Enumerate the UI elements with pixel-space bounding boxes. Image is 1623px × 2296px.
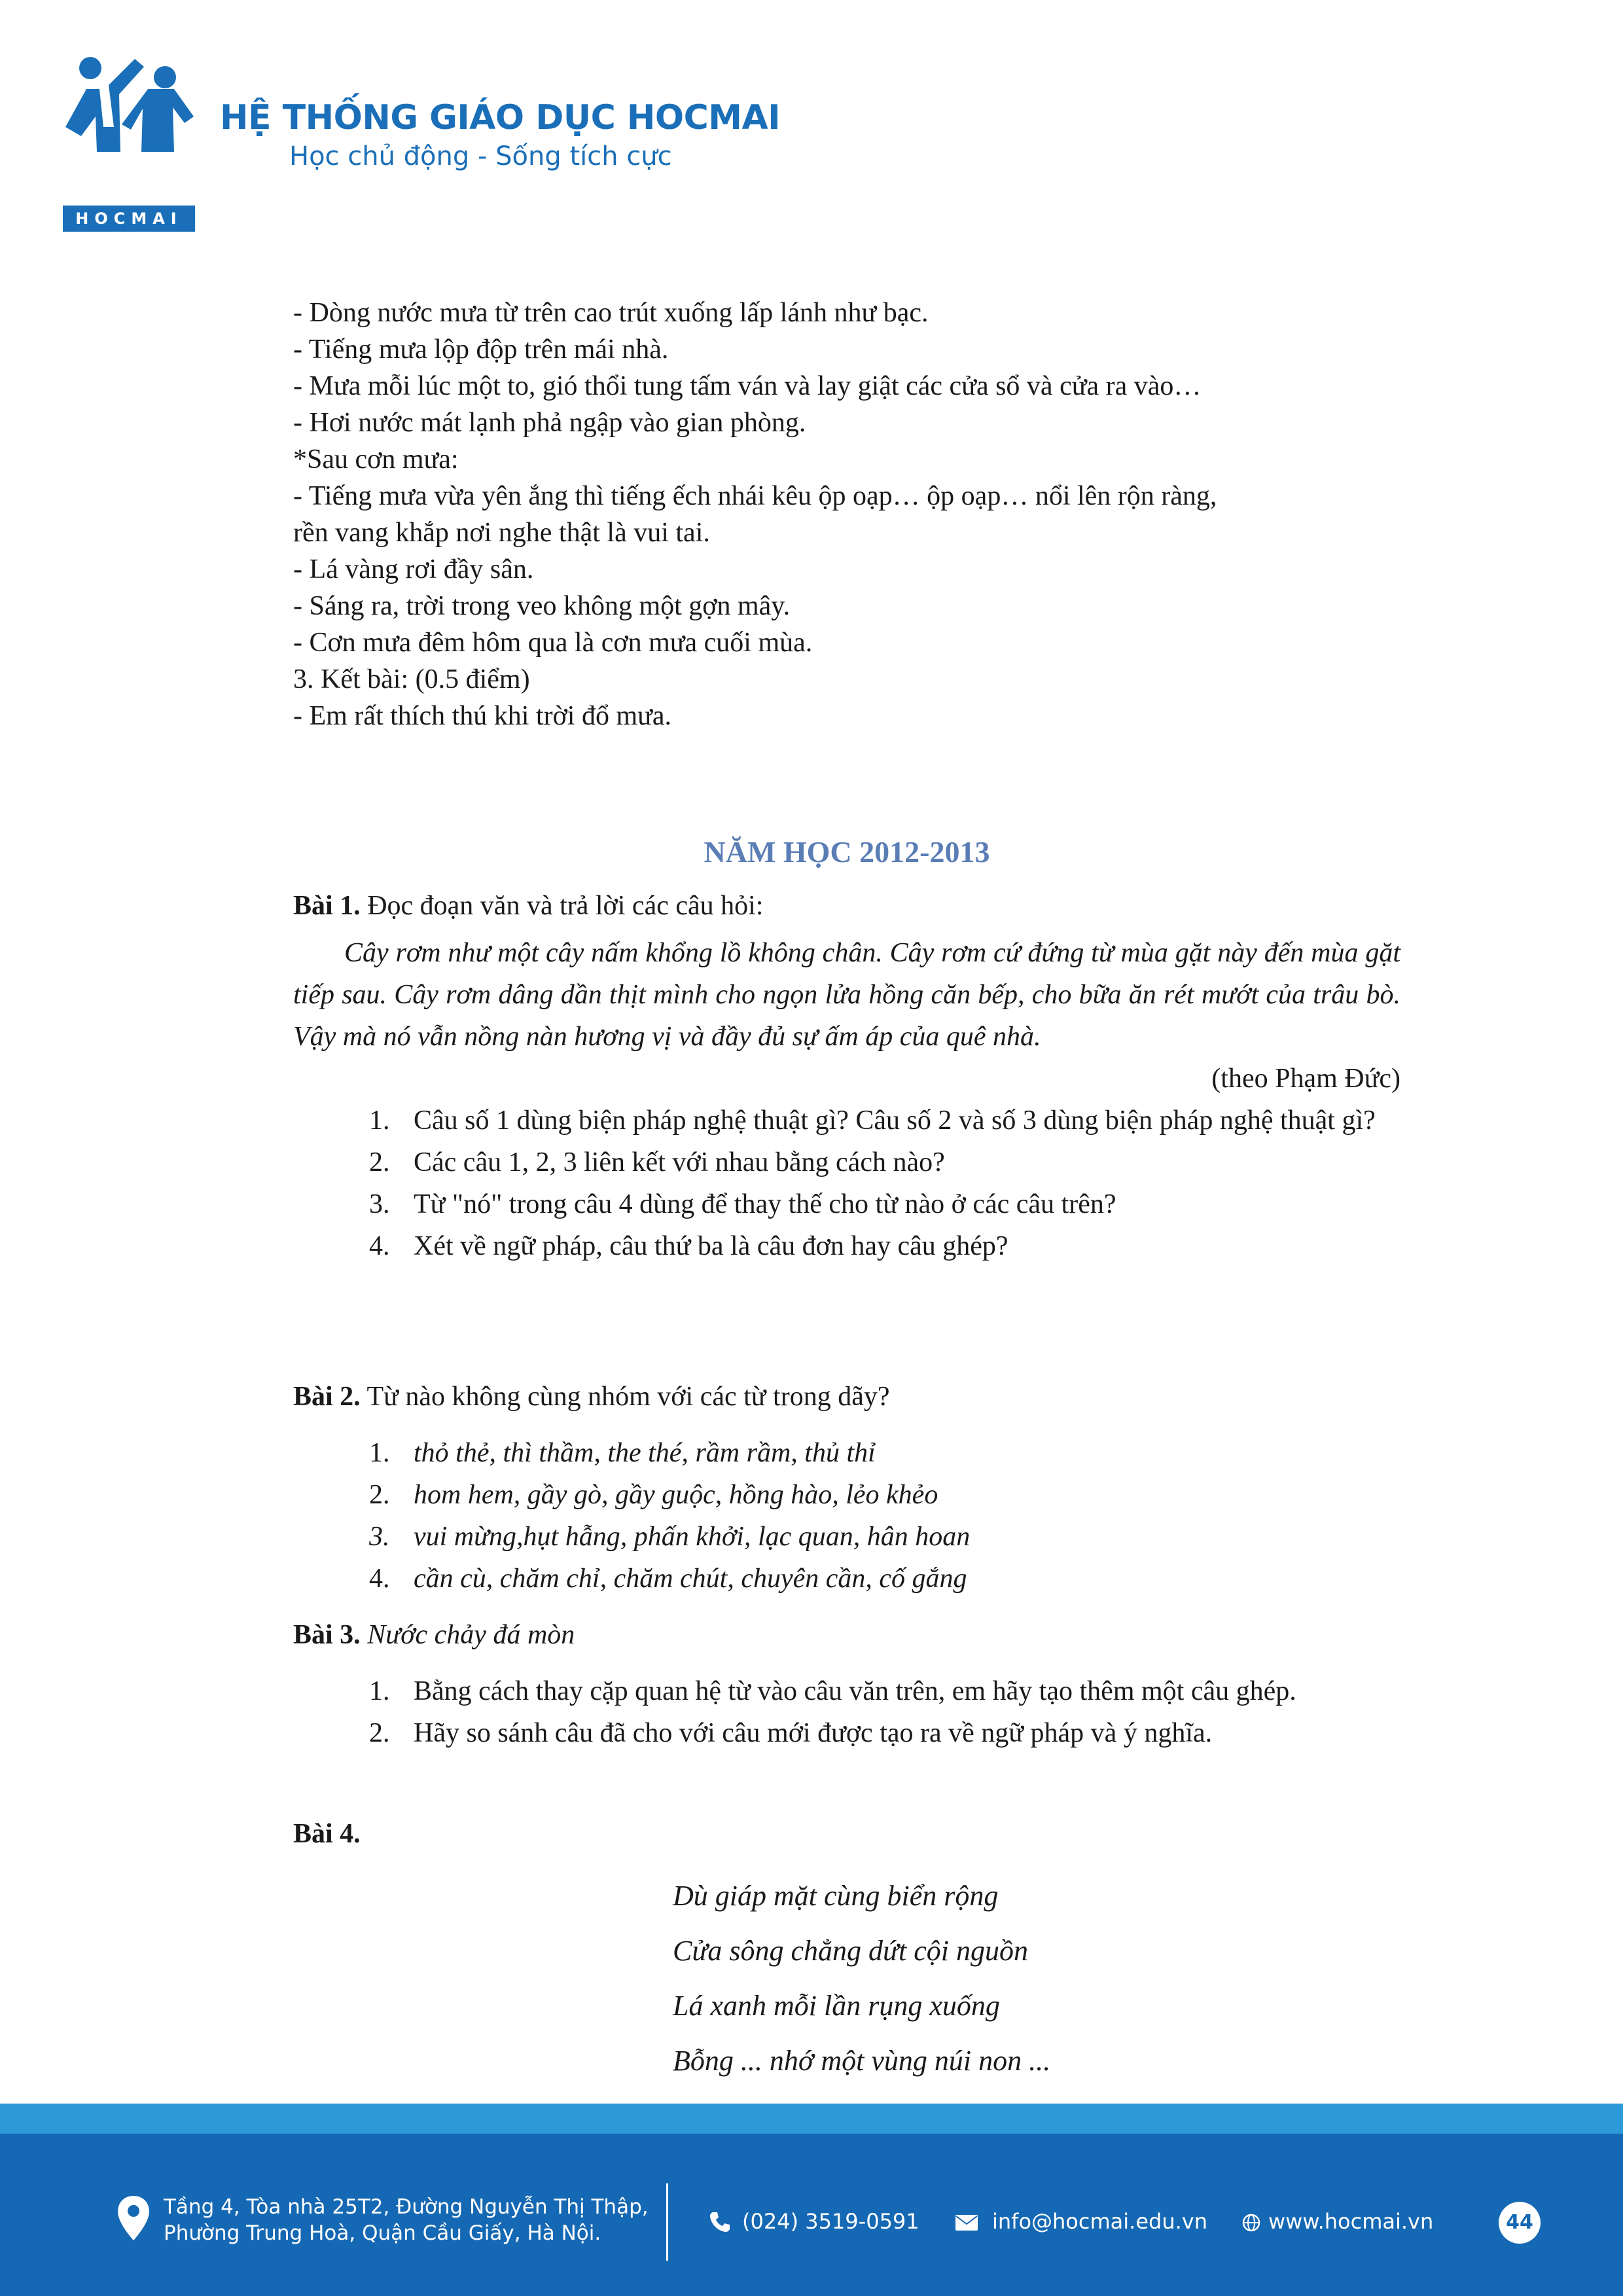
exercise-1-heading xyxy=(293,885,1400,927)
list-item: 1. Bằng cách thay cặp quan hệ từ vào câu văn trên, em hãy tạo thêm một câu ghép. xyxy=(369,1676,1296,1706)
poem xyxy=(673,1869,1050,2089)
footer-address: Tầng 4, Tòa nhà 25T2, Đường Nguyễn Thị Thập, Phường Trung Hoà, Quận Cầu Giấy, Hà Nội. xyxy=(164,2195,649,2245)
poem-line: Bỗng ... nhớ một vùng núi non ... xyxy=(673,2045,1051,2077)
list-item: 4. cần cù, chăm chỉ, chăm chút, chuyên cần, cố gắng xyxy=(369,1564,967,1594)
year-heading: NĂM HỌC 2012-2013 xyxy=(704,835,990,869)
text-line: - Em rất thích thú khi trời đổ mưa. xyxy=(293,701,672,731)
globe-icon xyxy=(1242,2214,1260,2232)
text-line: rền vang khắp nơi nghe thật là vui tai. xyxy=(293,518,710,548)
text-line: *Sau cơn mưa: xyxy=(293,444,459,475)
footer-phone[interactable]: (024) 3519-0591 xyxy=(742,2209,919,2234)
footer-email[interactable]: info@hocmai.edu.vn xyxy=(992,2209,1207,2234)
exercise-2-label: Bài 2. xyxy=(293,1382,361,1412)
exercise-2-items xyxy=(293,1432,1400,1600)
footer-website[interactable]: www.hocmai.vn xyxy=(1268,2209,1434,2234)
exercise-3-questions xyxy=(293,1670,1400,1754)
text-line: - Tiếng mưa vừa yên ắng thì tiếng ếch nhái kêu ộp oạp… ộp oạp… nổi lên rộn ràng, xyxy=(293,481,1217,511)
phone-icon xyxy=(708,2210,732,2234)
passage-credit: (theo Phạm Đức) xyxy=(1211,1064,1400,1094)
list-item: 2. Các câu 1, 2, 3 liên kết với nhau bằng cách nào? xyxy=(369,1147,945,1177)
text-line: - Sáng ra, trời trong veo không một gợn mây. xyxy=(293,591,791,621)
text-line: - Cơn mưa đêm hôm qua là cơn mưa cuối mùa. xyxy=(293,628,813,658)
list-item: 3. Từ "nó" trong câu 4 dùng để thay thế cho từ nào ở các câu trên? xyxy=(369,1189,1116,1219)
text-line: - Hơi nước mát lạnh phả ngập vào gian phòng. xyxy=(293,408,806,438)
exercise-4 xyxy=(293,1813,1400,1855)
text-line: - Mưa mỗi lúc một to, gió thổi tung tấm ván và lay giật các cửa sổ và cửa ra vào… xyxy=(293,371,1202,401)
list-item: 1. thỏ thẻ, thì thầm, the thé, rầm rầm, thủ thỉ xyxy=(369,1438,876,1468)
exercise-4-label: Bài 4. xyxy=(293,1819,361,1849)
footer-stripe xyxy=(0,2104,1623,2134)
footer xyxy=(0,2134,1623,2296)
exercise-1-label: Bài 1. xyxy=(293,891,361,921)
exercise-1-questions xyxy=(293,1100,1400,1267)
text-line: - Tiếng mưa lộp độp trên mái nhà. xyxy=(293,334,669,365)
brand-title: HỆ THỐNG GIÁO DỤC HOCMAI xyxy=(220,98,781,137)
list-item: 3. vui mừng,hụt hẫng, phấn khởi, lạc quan, hân hoan xyxy=(369,1522,971,1552)
exercise-3-prompt: Nước chảy đá mòn xyxy=(367,1620,575,1650)
top-text-block xyxy=(293,295,1400,734)
poem-line: Lá xanh mỗi lần rụng xuống xyxy=(673,1990,1000,2022)
page-number: 44 xyxy=(1499,2202,1541,2244)
list-item: 2. Hãy so sánh câu đã cho với câu mới được tạo ra về ngữ pháp và ý nghĩa. xyxy=(369,1718,1213,1748)
footer-divider xyxy=(666,2183,668,2261)
text-line: - Lá vàng rơi đầy sân. xyxy=(293,554,534,584)
list-item: 2. hom hem, gầy gò, gầy guộc, hồng hào, lẻo khẻo xyxy=(369,1480,938,1510)
hocmai-logo xyxy=(63,54,195,228)
text-line: 3. Kết bài: (0.5 điểm) xyxy=(293,664,530,694)
exercise-3-heading xyxy=(293,1614,1400,1656)
brand-slogan: Học chủ động - Sống tích cực xyxy=(289,141,672,171)
exercise-2-heading xyxy=(293,1376,1400,1418)
poem-line: Dù giáp mặt cùng biển rộng xyxy=(673,1880,999,1912)
list-item: 1. Câu số 1 dùng biện pháp nghệ thuật gì? Câu số 2 và số 3 dùng biện pháp nghệ thuật gì? xyxy=(369,1105,1376,1136)
text-line: - Dòng nước mưa từ trên cao trút xuống lấp lánh như bạc. xyxy=(293,298,929,328)
hocmai-people-icon xyxy=(63,54,195,152)
exercise-1 xyxy=(293,885,1400,1267)
exercise-3-label: Bài 3. xyxy=(293,1620,361,1650)
exercise-1-prompt: Đọc đoạn văn và trả lời các câu hỏi: xyxy=(367,891,764,921)
poem-line: Cửa sông chẳng dứt cội nguồn xyxy=(673,1935,1028,1967)
reading-passage: Cây rơm như một cây nấm khổng lồ không chân. Cây rơm cứ đứng từ mùa gặt này đến mùa gặt tiếp sau. Cây rơm dâng dần thịt mình cho ngọn lửa hồng căn bếp, cho bữa ăn rét mướt của trâu bò. Vậy mà nó vẫn nồng nàn hương vị và đầy đủ sự ấm áp của quê nhà. xyxy=(293,938,1400,1052)
exercise-2 xyxy=(293,1376,1400,1600)
list-item: 4. Xét về ngữ pháp, câu thứ ba là câu đơn hay câu ghép? xyxy=(369,1231,1008,1261)
exercise-3 xyxy=(293,1614,1400,1754)
location-pin-icon xyxy=(116,2195,151,2242)
email-icon xyxy=(955,2215,978,2231)
logo-wordmark: HOCMAI xyxy=(63,206,195,232)
exercise-2-prompt: Từ nào không cùng nhóm với các từ trong dãy? xyxy=(366,1382,890,1412)
